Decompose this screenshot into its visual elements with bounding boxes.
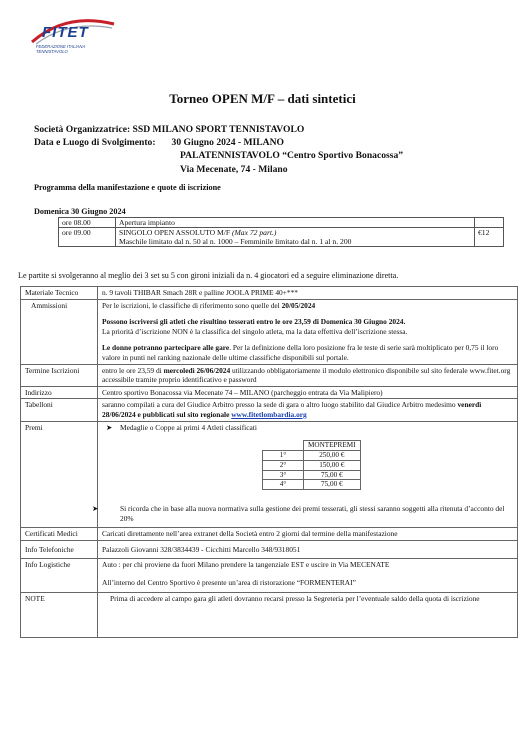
table-row [21, 559, 518, 592]
logo-subtitle-1: FEDERAZIONE ITALIANA [36, 44, 86, 49]
schedule-desc: Apertura impianto [116, 218, 475, 228]
logo-wordmark: FITET [42, 24, 89, 41]
schedule-fee [475, 218, 504, 228]
row-content: entro le ore 23,59 di mercoledì 26/06/2024 utilizzando obbligatoriamente il modulo elettronico disponibile sul sito federale www.fitet.org accessibile tramite proprio identificativo e password [98, 364, 518, 386]
table-row [21, 528, 518, 541]
table-row [21, 399, 518, 421]
table-row [21, 592, 518, 637]
row-label: Premi [21, 421, 98, 528]
row-content: saranno compilati a cura del Giudice Arbitro presso la sede di gara o altro luogo stabilito dal Giudice Arbitro medesimo venerdì 28/06/2024 e pubblicati sul sito regionale www.fitetlombardia.org [98, 399, 518, 421]
row-label: Ammissioni [21, 299, 98, 364]
schedule-row [59, 218, 504, 228]
date-heading: Domenica 30 Giugno 2024 [34, 207, 126, 216]
row-label: Certificati Medici [21, 528, 98, 541]
schedule-desc: SINGOLO OPEN ASSOLUTO M/F (Max 72 part.) Maschile limitato dal n. 50 al n. 1000 – Femminile limitato dal n. 1 al n. 200 [116, 228, 475, 247]
row-label: Info Telefoniche [21, 540, 98, 559]
table-row [21, 364, 518, 386]
schedule-time: ore 08.00 [59, 218, 116, 228]
intro-text: Le partite si svolgeranno al meglio dei 3 set su 5 con gironi iniziali da n. 4 giocatori ed a seguire eliminazione diretta. [18, 271, 399, 280]
date-location-label: Data e Luogo di Svolgimento: [34, 137, 156, 148]
arrow-bullet-icon: ➤ [106, 422, 113, 432]
row-content: Palazzoli Giovanni 328/3834439 - Cicchitti Marcello 348/9318051 [98, 540, 518, 559]
schedule-table [58, 217, 504, 247]
prize-row: 1° 250,00 € [263, 450, 361, 460]
organizer-line: Società Organizzatrice: SSD MILANO SPORT TENNISTAVOLO [34, 124, 305, 135]
row-label: Materiale Tecnico [21, 287, 98, 300]
prize-row: 3° 75,00 € [263, 470, 361, 480]
row-label: NOTE [21, 592, 98, 637]
row-content: Centro sportivo Bonacossa via Mecenate 74 – MILANO (parcheggio entrata da Via Malipiero) [98, 386, 518, 399]
regional-site-link[interactable]: www.fitetlombardia.org [231, 409, 307, 419]
prize-row: 2° 150,00 € [263, 460, 361, 470]
schedule-fee: €12 [475, 228, 504, 247]
table-row [21, 299, 518, 364]
program-title: Programma della manifestazione e quote di iscrizione [34, 183, 221, 192]
row-content: Auto : per chi proviene da fuori Milano prendere la tangenziale EST e uscire in Via MECENATE All’interno del Centro Sportivo è presente un’area di ristorazione “FORMENTERAI” [98, 559, 518, 592]
venue-address: Via Mecenate, 74 - Milano [180, 164, 288, 175]
row-content: Per le iscrizioni, le classifiche di riferimento sono quelle del 20/05/2024 Possono iscriversi gli atleti che risultino tesserati entro le ore 23,59 di Domenica 30 Giugno 2024. La priorità d’iscrizione NON è la classifica del singolo atleta, ma la data effettiva dell’iscrizione stessa. Le donne potranno partecipare alle gare. Per la definizione della loro posizione fra le teste di serie sarà moltiplicato per 0,75 il loro valore in punti nel ranking nazionale delle ultime classifiche disponibili sul portale. [98, 299, 518, 364]
fitet-logo [26, 20, 118, 76]
table-row [21, 540, 518, 559]
date-location-value: 30 Giugno 2024 - MILANO [171, 137, 285, 148]
prize-row: 4° 75,00 € [263, 480, 361, 490]
row-content: n. 9 tavoli THIBAR Smach 28R e palline JOOLA PRIME 40+*** [98, 287, 518, 300]
date-location-line [34, 137, 284, 148]
row-label: Indirizzo [21, 386, 98, 399]
document-title: Torneo OPEN M/F – dati sintetici [169, 91, 356, 106]
details-table [20, 286, 518, 638]
prize-table [262, 440, 361, 490]
row-content: Prima di accedere al campo gara gli atleti dovranno recarsi presso la Segreteria per l’eventuale saldo della quota di iscrizione [98, 592, 518, 637]
row-content: ➤ Medaglie o Coppe ai primi 4 Atleti classificati MONTEPREMI 1° 250,00 € 2° 150,00 € 3° 75,00 € 4° 75,00 € ➤ Si ricorda che in base alla nuova normativa sulla gestione dei premi tesserati, gli stessi saranno soggetti alla ritenuta d’acconto del 20% [98, 421, 518, 528]
row-label: Info Logistiche [21, 559, 98, 592]
schedule-time: ore 09.00 [59, 228, 116, 247]
logo-subtitle-2: TENNISTAVOLO [36, 49, 68, 54]
table-row [21, 287, 518, 300]
arrow-bullet-icon: ➤ [92, 504, 99, 514]
table-row [21, 386, 518, 399]
schedule-row [59, 228, 504, 247]
venue-name: PALATENNISTAVOLO “Centro Sportivo Bonacossa” [180, 150, 404, 161]
row-label: Termine Iscrizioni [21, 364, 98, 386]
table-row [21, 421, 518, 528]
row-content: Caricati direttamente nell’area extranet della Società entro 2 giorni dal termine della manifestazione [98, 528, 518, 541]
prize-header: MONTEPREMI [304, 441, 361, 451]
row-label: Tabelloni [21, 399, 98, 421]
